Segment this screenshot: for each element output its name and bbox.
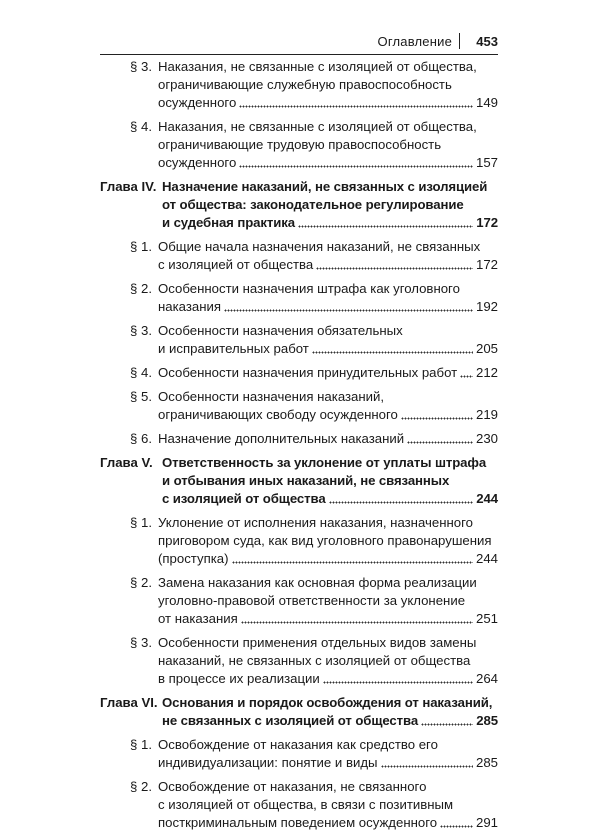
toc-entry-title-line: в процессе их реализации xyxy=(158,671,320,686)
toc-section-entry[interactable] xyxy=(0,118,600,172)
toc-entry-title-line: Назначение дополнительных наказаний xyxy=(158,431,405,446)
toc-entry-label: § 4. xyxy=(130,365,152,380)
toc-entry-title-line: ограничивающие служебную правоспособность xyxy=(158,77,452,92)
toc-section-entry[interactable] xyxy=(0,736,600,772)
toc-entry-label: § 1. xyxy=(130,737,152,752)
toc-page-number: 172 xyxy=(475,257,498,272)
toc-entry-title-line: Особенности назначения принудительных работ xyxy=(158,365,458,380)
toc-chapter-entry[interactable] xyxy=(0,454,600,508)
toc-entry-label: § 6. xyxy=(130,431,152,446)
toc-entry-title-line: уголовно-правовой ответственности за уклонение xyxy=(158,593,466,608)
dot-leader xyxy=(312,344,473,354)
toc-page-number: 172 xyxy=(476,215,498,230)
toc-entry-title-line: Назначение наказаний, не связанных с изоляцией xyxy=(162,179,488,194)
dot-leader xyxy=(323,674,473,684)
dot-leader xyxy=(224,302,473,312)
toc-section-entry[interactable] xyxy=(0,430,600,448)
toc-entry-label: § 1. xyxy=(130,239,152,254)
toc-section-entry[interactable] xyxy=(0,574,600,628)
toc-section-entry[interactable] xyxy=(0,58,600,112)
toc-page-number: 219 xyxy=(475,407,498,422)
toc-entry-title xyxy=(158,736,498,772)
toc-entry-title-line: от общества: законодательное регулирование xyxy=(162,197,464,212)
toc-entry-title-line: Освобождение от наказания как средство его xyxy=(158,737,438,752)
toc-entry-title-line: от наказания xyxy=(158,611,238,626)
toc-section-entry[interactable] xyxy=(0,778,600,832)
toc-entry-title xyxy=(158,430,498,448)
toc-entry-title-line: Особенности применения отдельных видов замены xyxy=(158,635,477,650)
toc-entry-title-line: ограничивающие трудовую правоспособность xyxy=(158,137,442,152)
toc-entry-title xyxy=(158,388,498,424)
toc-entry-title xyxy=(158,574,498,628)
toc-entry-title-line: Ответственность за уклонение от уплаты штрафа xyxy=(162,455,487,470)
toc-entry-label: Глава VI. xyxy=(100,695,158,710)
toc-chapter-entry[interactable] xyxy=(0,694,600,730)
toc-entry-title-line: Наказания, не связанные с изоляцией от общества, xyxy=(158,59,477,74)
toc-entry-label: § 2. xyxy=(130,779,152,794)
toc-page-number: 149 xyxy=(475,95,498,110)
toc-entry-label: § 2. xyxy=(130,575,152,590)
toc-entry-title-line: и судебная практика xyxy=(162,215,296,230)
toc-entry-label: § 3. xyxy=(130,323,152,338)
toc-entry-title-line: с изоляцией от общества, в связи с позитивным xyxy=(158,797,454,812)
toc-entry-title xyxy=(162,454,498,508)
toc-entry-title xyxy=(158,280,498,316)
toc-entry-title-line: приговором суда, как вид уголовного правонарушения xyxy=(158,533,492,548)
dot-leader xyxy=(232,554,473,564)
toc-entry-title xyxy=(158,634,498,688)
dot-leader xyxy=(239,158,473,168)
toc-entry-label: § 1. xyxy=(130,515,152,530)
toc-entry-title-line: Наказания, не связанные с изоляцией от общества, xyxy=(158,119,477,134)
toc-entry-title-line: Уклонение от исполнения наказания, назначенного xyxy=(158,515,473,530)
toc-entry-title xyxy=(158,364,498,382)
toc-entry-title-line: осужденного xyxy=(158,155,237,170)
toc-page-number: 285 xyxy=(475,755,498,770)
toc-entry-title xyxy=(162,178,498,232)
toc-section-entry[interactable] xyxy=(0,388,600,424)
toc-entry-title-line: (проступка) xyxy=(158,551,229,566)
toc-entry-title-line: Общие начала назначения наказаний, не связанных xyxy=(158,239,481,254)
toc-page-number: 291 xyxy=(475,815,498,830)
toc-entry-label: § 2. xyxy=(130,281,152,296)
toc-entry-title-line: и отбывания иных наказаний, не связанных xyxy=(162,473,450,488)
toc-entry-title xyxy=(158,778,498,832)
toc-entry-title-line: Особенности назначения штрафа как уголовного xyxy=(158,281,460,296)
toc-entry-title-line: с изоляцией от общества xyxy=(158,257,314,272)
header-separator xyxy=(459,33,460,49)
toc-page-number: 157 xyxy=(475,155,498,170)
toc-entry-title xyxy=(158,514,498,568)
page-number: 453 xyxy=(476,34,498,49)
toc-entry-title xyxy=(162,694,498,730)
table-of-contents xyxy=(0,58,600,830)
toc-entry-title-line: посткриминальным поведением осужденного xyxy=(158,815,438,830)
toc-entry-title-line: ограничивающих свободу осужденного xyxy=(158,407,398,422)
running-header xyxy=(100,34,498,55)
toc-entry-title xyxy=(158,58,498,112)
toc-section-entry[interactable] xyxy=(0,238,600,274)
toc-page-number: 212 xyxy=(475,365,498,380)
toc-page-number: 244 xyxy=(476,491,498,506)
dot-leader xyxy=(460,368,473,378)
toc-entry-title-line: с изоляцией от общества xyxy=(162,491,326,506)
dot-leader xyxy=(239,98,473,108)
toc-section-entry[interactable] xyxy=(0,280,600,316)
toc-entry-title-line: не связанных с изоляцией от общества xyxy=(162,713,419,728)
toc-entry-title xyxy=(158,118,498,172)
header-title: Оглавление xyxy=(377,34,452,49)
dot-leader xyxy=(440,818,473,828)
toc-entry-label: Глава IV. xyxy=(100,179,157,194)
toc-page-number: 264 xyxy=(475,671,498,686)
toc-entry-title-line: и исправительных работ xyxy=(158,341,309,356)
dot-leader xyxy=(401,410,473,420)
toc-entry-label: Глава V. xyxy=(100,455,153,470)
toc-section-entry[interactable] xyxy=(0,514,600,568)
toc-entry-title-line: наказания xyxy=(158,299,222,314)
toc-page-number: 244 xyxy=(475,551,498,566)
toc-entry-title-line: Особенности назначения обязательных xyxy=(158,323,403,338)
toc-page-number: 251 xyxy=(475,611,498,626)
toc-page-number: 230 xyxy=(475,431,498,446)
toc-page-number: 285 xyxy=(476,713,498,728)
toc-entry-label: § 4. xyxy=(130,119,152,134)
dot-leader xyxy=(298,218,473,228)
toc-entry-label: § 3. xyxy=(130,59,152,74)
toc-page-number: 192 xyxy=(475,299,498,314)
toc-entry-title-line: Замена наказания как основная форма реализации xyxy=(158,575,477,590)
toc-entry-title-line: наказаний, не связанных с изоляцией от общества xyxy=(158,653,471,668)
toc-entry-label: § 3. xyxy=(130,635,152,650)
dot-leader xyxy=(407,434,473,444)
dot-leader xyxy=(381,758,473,768)
toc-entry-title-line: осужденного xyxy=(158,95,237,110)
toc-entry-label: § 5. xyxy=(130,389,152,404)
toc-chapter-entry[interactable] xyxy=(0,178,600,232)
toc-entry-title-line: индивидуализации: понятие и виды xyxy=(158,755,378,770)
toc-entry-title xyxy=(158,322,498,358)
toc-section-entry[interactable] xyxy=(0,322,600,358)
toc-page-number: 205 xyxy=(475,341,498,356)
dot-leader xyxy=(421,716,473,726)
toc-entry-title xyxy=(158,238,498,274)
dot-leader xyxy=(329,494,474,504)
dot-leader xyxy=(316,260,473,270)
dot-leader xyxy=(241,614,473,624)
toc-entry-title-line: Основания и порядок освобождения от наказаний, xyxy=(162,695,493,710)
toc-entry-title-line: Особенности назначения наказаний, xyxy=(158,389,385,404)
toc-section-entry[interactable] xyxy=(0,364,600,382)
toc-section-entry[interactable] xyxy=(0,634,600,688)
toc-entry-title-line: Освобождение от наказания, не связанного xyxy=(158,779,427,794)
